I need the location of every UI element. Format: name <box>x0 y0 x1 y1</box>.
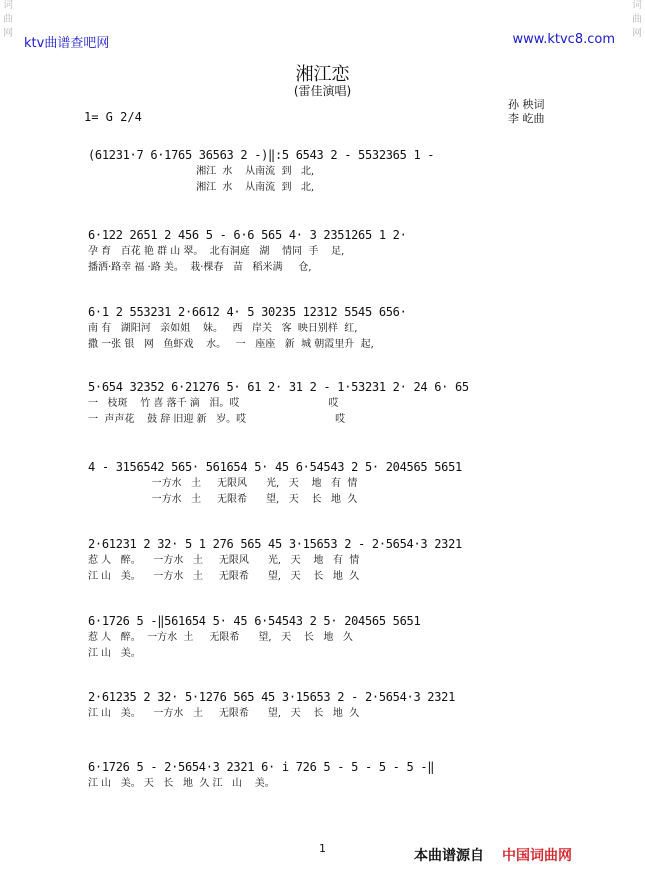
edge-char: 词 <box>3 0 13 11</box>
notation-line: 5·654 32352 6·21276 5· 61 2· 31 2 - 1·53231 2· 24 6· 65 <box>88 380 469 394</box>
score-row <box>88 690 588 720</box>
source-credit <box>414 845 572 865</box>
edge-char: 曲 <box>632 14 642 25</box>
lyric-line: 江 山 美。 天 长 地 久 江 山 美。 <box>88 778 275 789</box>
lyric-line: 撒 一张 银 网 鱼虾戏 水。 一 座座 新 城 朝霞里升 起, <box>88 339 374 350</box>
lyric-line: 江 山 美。 <box>88 648 141 659</box>
notation-line: 6·1726 5 - 2·5654·3 2321 6· i 726 5 - 5 - 5 - 5 -‖ <box>88 760 435 774</box>
lyric-line: 湘江 水 从南流 到 北, <box>88 166 315 177</box>
notation-line: 6·122 2651 2 456 5 - 6·6 565 4· 3 2351265 1 2· <box>88 228 407 242</box>
song-subtitle: (雷佳演唱) <box>293 84 352 98</box>
lyric-line: 惹 人 醉。 一方水 土 无限风 光, 天 地 有 情 <box>88 555 360 566</box>
notation-line: 2·61235 2 32· 5·1276 565 45 3·15653 2 - 2·5654·3 2321 <box>88 690 456 704</box>
credits <box>508 98 545 126</box>
lyric-line: 一 枝斑 竹 喜 落千 滴 泪。哎 哎 <box>88 398 339 409</box>
right-watermark-strip <box>629 0 645 891</box>
lyric-line: 江 山 美。 一方水 土 无限希 望, 天 长 地 久 <box>88 571 360 582</box>
lyric-line: 惹 人 醉。 一方水 土 无限希 望, 天 长 地 久 <box>88 632 353 643</box>
score-row <box>88 228 588 274</box>
lyric-line: 播洒·路幸 福 ·路 美。 栽·棵春 苗 稻米满 仓, <box>88 262 312 273</box>
source-site-name[interactable]: 中国词曲网 <box>502 848 572 864</box>
lyric-line: 孕 育 百花 艳 群 山 翠。 北有洞庭 湖 情同 手 足, <box>88 246 345 257</box>
page-number: 1 <box>319 842 326 855</box>
score-row <box>88 614 588 660</box>
score-row <box>88 460 588 506</box>
lyric-line: 一方水 土 无限希 望, 天 长 地 久 <box>88 494 358 505</box>
site-url-right[interactable]: www.ktvc8.com <box>512 32 615 47</box>
lyric-line: 南 有 湖阳河 亲如姐 妹。 西 岸关 客 映日别样 红, <box>88 323 358 334</box>
notation-line: 2·61231 2 32· 5 1 276 565 45 3·15653 2 - 2·5654·3 2321 <box>88 537 462 551</box>
lyric-line: 一 声声花 鼓 辞 旧迎 新 岁。哎 哎 <box>88 414 346 425</box>
lyric-line: 一方水 土 无限风 光, 天 地 有 情 <box>88 478 358 489</box>
lyric-line: 江 山 美。 一方水 土 无限希 望, 天 长 地 久 <box>88 708 360 719</box>
left-watermark-strip <box>0 0 16 891</box>
score-row <box>88 380 588 426</box>
lyric-line: 湘江 水 从南流 到 北, <box>88 182 315 193</box>
edge-char: 词 <box>632 0 642 11</box>
score-row <box>88 148 588 194</box>
notation-line: (61231·7 6·1765 36563 2 -)‖:5 6543 2 - 5532365 1 - <box>88 148 435 162</box>
score-row <box>88 760 588 790</box>
site-name-left[interactable]: ktv曲谱查吧网 <box>24 36 110 51</box>
notation-line: 4 - 3156542 565· 561654 5· 45 6·54543 2 5· 204565 5651 <box>88 460 462 474</box>
composer-credit: 李 屹曲 <box>508 112 545 125</box>
notation-line: 6·1726 5 -‖561654 5· 45 6·54543 2 5· 204565 5651 <box>88 614 421 628</box>
score-row <box>88 305 588 351</box>
edge-char: 曲 <box>3 14 13 25</box>
key-signature: 1= G 2/4 <box>84 110 142 124</box>
edge-char: 网 <box>3 28 13 39</box>
score-row <box>88 537 588 583</box>
lyricist-credit: 孙 秧词 <box>508 98 545 111</box>
notation-line: 6·1 2 553231 2·6612 4· 5 30235 12312 5545 656· <box>88 305 407 319</box>
source-label: 本曲谱源自 <box>414 848 484 864</box>
song-title: 湘江恋 <box>295 64 350 85</box>
edge-char: 网 <box>632 28 642 39</box>
